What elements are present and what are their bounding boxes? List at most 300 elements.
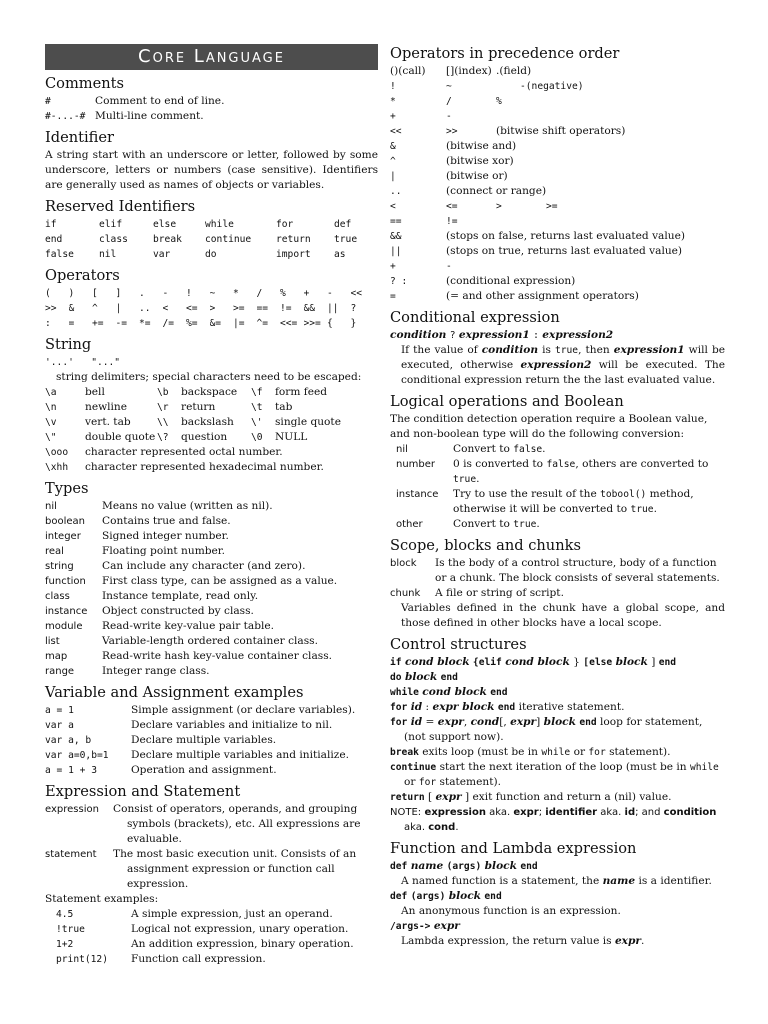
text-part: If the value of — [401, 344, 482, 356]
function-syntax — [390, 919, 725, 934]
desc-cell: Declare variables and initialize to nil. — [131, 719, 333, 731]
term-cell: instance — [45, 606, 88, 617]
text-part: expr — [614, 935, 641, 947]
text-part: . — [476, 473, 480, 485]
operator-token: %= — [186, 318, 198, 329]
text-part: . — [653, 503, 657, 515]
text-part: name — [602, 875, 636, 887]
table-row — [45, 445, 378, 460]
precedence-cell: [](index) — [446, 65, 492, 77]
reserved-word: true — [334, 234, 358, 245]
precedence-cell: & — [390, 141, 396, 152]
comments-heading: Comments — [45, 75, 125, 92]
syntax-part: while — [689, 762, 719, 773]
operators-grid — [45, 286, 378, 331]
escape-cell: double quote — [85, 431, 156, 443]
precedence-cell: + — [390, 111, 396, 122]
desc-cell — [453, 442, 725, 457]
types-heading: Types — [45, 480, 89, 497]
syntax-part: do — [390, 672, 402, 683]
text-part: tobool() — [600, 489, 647, 500]
escape-cell: \' — [251, 417, 263, 428]
syntax-part: id — [410, 716, 423, 728]
precedence-row — [390, 274, 725, 289]
syntax-part: ] — [536, 716, 541, 728]
desc-cell: Comment to end of line. — [95, 95, 225, 107]
syntax-part: (args) — [446, 861, 482, 872]
syntax-part: end — [520, 861, 538, 872]
syntax-part: while — [541, 747, 571, 758]
scope-text: Variables defined in the chunk have a global scope, and those defined in other blocks have a local scope. — [401, 602, 725, 629]
text-part: true — [554, 345, 579, 356]
text-part: Lambda expression, the return value is — [401, 935, 615, 947]
reserved-word: var — [153, 249, 171, 260]
table-row — [45, 847, 378, 892]
operator-token: != — [280, 303, 292, 314]
precedence-row — [390, 124, 725, 139]
text-part: is — [538, 344, 555, 356]
operator-token: ^ — [92, 303, 98, 314]
precedence-cell: || — [390, 246, 402, 257]
term-cell: # — [45, 96, 51, 107]
precedence-cell: = — [390, 291, 396, 302]
syntax-part: statement). — [439, 776, 501, 788]
control-syntax-list — [390, 655, 725, 835]
example-row — [45, 952, 378, 967]
term-cell: instance — [396, 489, 439, 500]
operator-token: - — [327, 288, 333, 299]
left-column — [45, 44, 378, 967]
term-cell: #-...-# — [45, 111, 86, 122]
table-row — [45, 619, 378, 634]
control-line — [390, 790, 725, 805]
escape-cell: \" — [45, 432, 57, 443]
operators-heading: Operators — [45, 267, 120, 284]
precedence-cell: < — [390, 201, 396, 212]
function-section — [390, 839, 725, 949]
syntax-part: [else — [583, 657, 613, 668]
syntax-part: for — [588, 747, 606, 758]
function-heading: Function and Lambda expression — [390, 840, 637, 857]
precedence-cell: - — [446, 261, 452, 272]
logical-intro: The condition detection operation require a Boolean value, and non-boolean type will do the following conversion: — [390, 413, 708, 440]
term-cell: module — [45, 621, 83, 632]
syntax-part: end — [579, 717, 597, 728]
desc-cell: Declare multiple variables. — [131, 734, 277, 746]
table-row — [45, 460, 378, 475]
table-row — [45, 109, 378, 124]
syntax-part: block — [484, 860, 517, 872]
precedence-cell: / — [446, 96, 452, 107]
desc-cell — [453, 487, 725, 517]
control-line — [390, 655, 725, 670]
operator-token: ~ — [209, 288, 216, 299]
operator-token: ) — [68, 288, 75, 299]
control-section — [390, 635, 725, 835]
syntax-part: (args) — [410, 891, 446, 902]
table-row — [45, 514, 378, 529]
escape-cell: \n — [45, 402, 57, 413]
precedence-row — [390, 79, 725, 94]
syntax-part: exit function and return a (nil) value. — [472, 791, 672, 803]
desc-cell: Declare multiple variables and initialize. — [131, 749, 349, 761]
operator-token: &= — [209, 318, 222, 329]
desc-cell: Contains true and false. — [102, 515, 231, 527]
types-table — [45, 499, 378, 679]
text-part: 0 is converted to — [453, 458, 547, 470]
function-syntax — [390, 889, 725, 904]
example-row — [45, 907, 378, 922]
term-cell: \ooo — [45, 447, 69, 458]
syntax-part: block — [404, 671, 438, 683]
operator-token: = — [68, 318, 75, 329]
desc-cell: Can include any character (and zero). — [102, 560, 306, 572]
syntax-part: . — [455, 822, 459, 833]
escape-cell: \t — [251, 402, 263, 413]
reserved-word: end — [45, 234, 63, 245]
precedence-row — [390, 94, 725, 109]
reserved-word: else — [153, 219, 177, 230]
escape-cell: tab — [275, 401, 293, 413]
syntax-part: aka. — [404, 822, 429, 833]
syntax-part: def — [390, 891, 408, 902]
operator-token: - — [162, 288, 169, 299]
table-row — [45, 529, 378, 544]
conditional-heading: Conditional expression — [390, 309, 560, 326]
escape-cell: NULL — [275, 431, 308, 443]
precedence-cell: (conditional expression) — [446, 275, 576, 287]
logical-section — [390, 392, 725, 532]
syntax-part: end — [440, 672, 458, 683]
text-part: is a identifier. — [635, 875, 712, 887]
syntax-part: continue — [390, 762, 437, 773]
precedence-cell: (bitwise and) — [446, 140, 517, 152]
precedence-heading: Operators in precedence order — [390, 45, 620, 62]
example-code: 1+2 — [56, 939, 74, 950]
syntax-part: while — [390, 687, 419, 698]
identifier-text: A string start with an underscore or letter, followed by some underscore, letters or numbers (case sensitive). Identifiers are generally used as names of objects or variables. — [45, 149, 378, 191]
text-part: A named function is a statement, the — [401, 875, 603, 887]
escape-cell: backslash — [181, 416, 234, 428]
precedence-cell: ! — [390, 81, 396, 92]
exprstmt-table — [45, 802, 378, 892]
reserved-word: class — [99, 234, 128, 245]
text-part: true — [513, 519, 537, 530]
desc-cell: Means no value (written as nil). — [102, 500, 273, 512]
control-line — [390, 745, 725, 760]
syntax-part: : — [533, 330, 539, 341]
example-desc: Function call expression. — [131, 953, 266, 965]
precedence-cell: (bitwise or) — [446, 170, 508, 182]
escape-cell: \r — [157, 402, 169, 413]
term-cell: list — [45, 636, 60, 647]
precedence-cell: (bitwise shift operators) — [496, 125, 626, 137]
operator-token: ! — [186, 288, 192, 299]
syntax-part: {elif — [472, 657, 502, 668]
desc-cell: Read-write key-value pair table. — [102, 620, 275, 632]
string-quotes: '...' "..." — [45, 357, 121, 368]
term-cell: string — [45, 561, 74, 572]
syntax-part: expr — [433, 920, 460, 932]
syntax-part: [ — [428, 791, 433, 803]
reserved-word: nil — [99, 249, 117, 260]
operator-token: /= — [162, 318, 175, 329]
operator-token: == — [256, 303, 269, 314]
precedence-row — [390, 214, 725, 229]
precedence-cell: >> — [446, 126, 458, 137]
reserved-word: break — [153, 234, 182, 245]
syntax-part: start the next iteration of the loop (must be in — [439, 761, 690, 773]
operator-token: % — [280, 288, 286, 299]
scope-heading: Scope, blocks and chunks — [390, 537, 581, 554]
reserved-word: do — [205, 249, 217, 260]
comments-table — [45, 94, 378, 124]
operator-token: -= — [115, 318, 128, 329]
desc-cell: Variable-length ordered container class. — [102, 635, 318, 647]
conversion-row — [390, 487, 725, 517]
table-row — [45, 733, 378, 748]
syntax-part: aka. — [485, 807, 514, 818]
text-part: method, otherwise it will be converted to — [453, 488, 694, 515]
conditional-section — [390, 308, 725, 388]
syntax-part: expression2 — [542, 329, 614, 341]
right-column — [390, 44, 725, 949]
operator-token: { — [327, 318, 333, 329]
term-cell: var a — [45, 720, 74, 731]
escape-table — [45, 385, 378, 445]
operator-token: << — [350, 288, 363, 299]
desc-cell: Integer range class. — [102, 665, 210, 677]
term-cell: var a=0,b=1 — [45, 750, 109, 761]
string-notation-table — [45, 445, 378, 475]
operator-token: |= — [233, 318, 245, 329]
desc-cell: First class type, can be assigned as a value. — [102, 575, 338, 587]
reserved-word: as — [334, 249, 346, 260]
syntax-part: name — [410, 860, 444, 872]
operator-token: += — [92, 318, 104, 329]
operator-token: >> — [45, 303, 57, 314]
syntax-part: or — [573, 746, 589, 758]
syntax-part: def — [390, 861, 408, 872]
precedence-table — [390, 64, 725, 304]
escape-cell: form feed — [275, 386, 328, 398]
operator-token: .. — [139, 303, 151, 314]
conversion-table — [390, 442, 725, 532]
precedence-cell: ^ — [390, 156, 396, 167]
conditional-text — [390, 343, 725, 388]
desc-cell: Signed integer number. — [102, 530, 229, 542]
syntax-part: return — [390, 792, 425, 803]
desc-cell: Is the body of a control structure, body of a function or a chunk. The block consists of several statements. — [435, 557, 720, 584]
precedence-cell: -(negative) — [520, 81, 584, 92]
operator-token: / — [256, 288, 263, 299]
varassign-heading: Variable and Assignment examples — [45, 684, 304, 701]
syntax-part: cond block — [505, 656, 570, 668]
examples-label: Statement examples: — [45, 893, 159, 905]
varassign-table — [45, 703, 378, 778]
precedence-cell: (stops on true, returns last evaluated value) — [446, 245, 683, 257]
scope-row — [390, 586, 725, 601]
exprstmt-section — [45, 782, 378, 967]
control-heading: Control structures — [390, 636, 527, 653]
desc-cell: Floating point number. — [102, 545, 226, 557]
syntax-part: block — [543, 716, 576, 728]
reserved-word: return — [276, 234, 311, 245]
text-part: Try to use the result of the — [453, 488, 601, 500]
precedence-cell: % — [496, 96, 502, 107]
escape-cell: \\ — [157, 417, 169, 428]
reserved-word: if — [45, 219, 57, 230]
precedence-cell: && — [390, 231, 402, 242]
precedence-cell: ~ — [446, 81, 452, 92]
operator-token: || — [327, 303, 339, 314]
term-cell: \xhh — [45, 462, 69, 473]
exprstmt-heading: Expression and Statement — [45, 783, 241, 800]
term-cell: range — [45, 666, 75, 677]
syntax-part: statement). — [609, 746, 671, 758]
desc-cell: A file or string of script. — [435, 587, 564, 599]
example-desc: A simple expression, just an operand. — [131, 908, 333, 920]
term-cell: real — [45, 546, 64, 557]
operator-token: >>= — [303, 318, 321, 329]
syntax-part: end — [497, 702, 516, 713]
control-line — [390, 760, 725, 790]
syntax-part: block — [448, 890, 482, 902]
precedence-row — [390, 64, 725, 79]
text-part: . — [640, 935, 645, 947]
syntax-part: /args-> — [390, 921, 431, 932]
syntax-part: exits loop (must be in — [422, 746, 542, 758]
text-part: false — [546, 459, 576, 470]
precedence-cell: (connect or range) — [446, 185, 547, 197]
term-cell: other — [396, 519, 423, 530]
precedence-row — [390, 259, 725, 274]
operator-token: ] — [115, 288, 122, 299]
syntax-part: condition — [390, 329, 447, 341]
syntax-part: block — [615, 656, 648, 668]
syntax-part: } — [573, 656, 580, 668]
precedence-cell: > — [496, 201, 502, 212]
syntax-part: expression1 — [458, 329, 530, 341]
example-desc: An addition expression, binary operation. — [131, 938, 354, 950]
table-row — [45, 634, 378, 649]
escape-cell: \a — [45, 387, 57, 398]
operator-token: & — [68, 303, 75, 314]
syntax-part: or — [404, 776, 419, 788]
term-cell: nil — [396, 444, 408, 455]
syntax-part: expr — [510, 716, 537, 728]
syntax-part: , — [463, 716, 471, 728]
escape-cell: vert. tab — [85, 416, 131, 428]
operator-token: <<= — [280, 318, 298, 329]
text-part: false — [513, 444, 543, 455]
desc-cell: Instance template, read only. — [102, 590, 259, 602]
text-part: , then — [578, 344, 614, 356]
precedence-cell: .. — [390, 186, 402, 197]
reserved-word: for — [276, 219, 294, 230]
text-part: . — [542, 443, 546, 455]
syntax-part: ] — [464, 791, 470, 803]
syntax-part: expression — [424, 807, 486, 818]
precedence-cell: (= and other assignment operators) — [446, 290, 639, 302]
operator-token: . — [139, 288, 145, 299]
desc-cell: Simple assignment (or declare variables). — [131, 704, 356, 716]
text-part: expression2 — [520, 359, 592, 371]
syntax-part: cond block — [404, 656, 470, 668]
syntax-part: break — [390, 747, 419, 758]
function-syntax-list — [390, 859, 725, 949]
term-cell: map — [45, 651, 68, 662]
control-line — [390, 715, 725, 745]
desc-cell — [453, 517, 725, 532]
desc-cell — [453, 457, 725, 487]
scope-row — [390, 556, 725, 586]
term-cell: number — [396, 459, 436, 470]
precedence-row — [390, 199, 725, 214]
operator-token: : — [45, 318, 51, 329]
precedence-row — [390, 169, 725, 184]
syntax-part: expr — [435, 791, 462, 803]
text-part: Convert to — [453, 443, 514, 455]
precedence-row — [390, 184, 725, 199]
syntax-part: for — [390, 702, 408, 713]
syntax-part: end — [490, 687, 508, 698]
term-cell: statement — [45, 849, 97, 860]
syntax-part: identifier — [545, 807, 598, 818]
precedence-section — [390, 44, 725, 304]
conversion-row — [390, 457, 725, 487]
syntax-part: id — [624, 807, 636, 818]
escape-cell: \? — [157, 432, 169, 443]
control-line — [390, 805, 725, 835]
scope-table — [390, 556, 725, 601]
precedence-cell: .(field) — [496, 65, 532, 77]
syntax-part: ? — [449, 330, 456, 341]
table-row — [45, 499, 378, 514]
operator-token: } — [350, 318, 357, 329]
syntax-part: expr — [513, 807, 539, 818]
text-part: true — [453, 474, 477, 485]
precedence-cell: + — [390, 261, 396, 272]
function-syntax — [390, 859, 725, 874]
term-cell: integer — [45, 531, 81, 542]
function-desc — [390, 874, 725, 889]
table-row — [45, 703, 378, 718]
example-row — [45, 937, 378, 952]
operator-token: [ — [92, 288, 98, 299]
precedence-cell: (bitwise xor) — [446, 155, 514, 167]
precedence-cell: - — [446, 111, 452, 122]
table-row — [45, 559, 378, 574]
control-line — [390, 670, 725, 685]
function-desc: An anonymous function is an expression. — [401, 905, 621, 917]
desc-cell: character represented hexadecimal number. — [85, 461, 324, 473]
text-part: , others are converted to — [575, 458, 709, 470]
operator-token: >= — [233, 303, 245, 314]
syntax-part: expr — [437, 716, 464, 728]
syntax-part: iterative statement. — [518, 701, 625, 713]
reserved-word: elif — [99, 219, 123, 230]
text-part: will be executed, otherwise — [401, 344, 725, 371]
desc-cell: Operation and assignment. — [131, 764, 277, 776]
control-line — [390, 685, 725, 700]
syntax-part: ; — [538, 807, 546, 818]
desc-cell: character represented octal number. — [85, 446, 283, 458]
conditional-syntax — [390, 328, 725, 343]
operator-token: | — [115, 303, 122, 314]
table-row — [45, 574, 378, 589]
precedence-row — [390, 289, 725, 304]
